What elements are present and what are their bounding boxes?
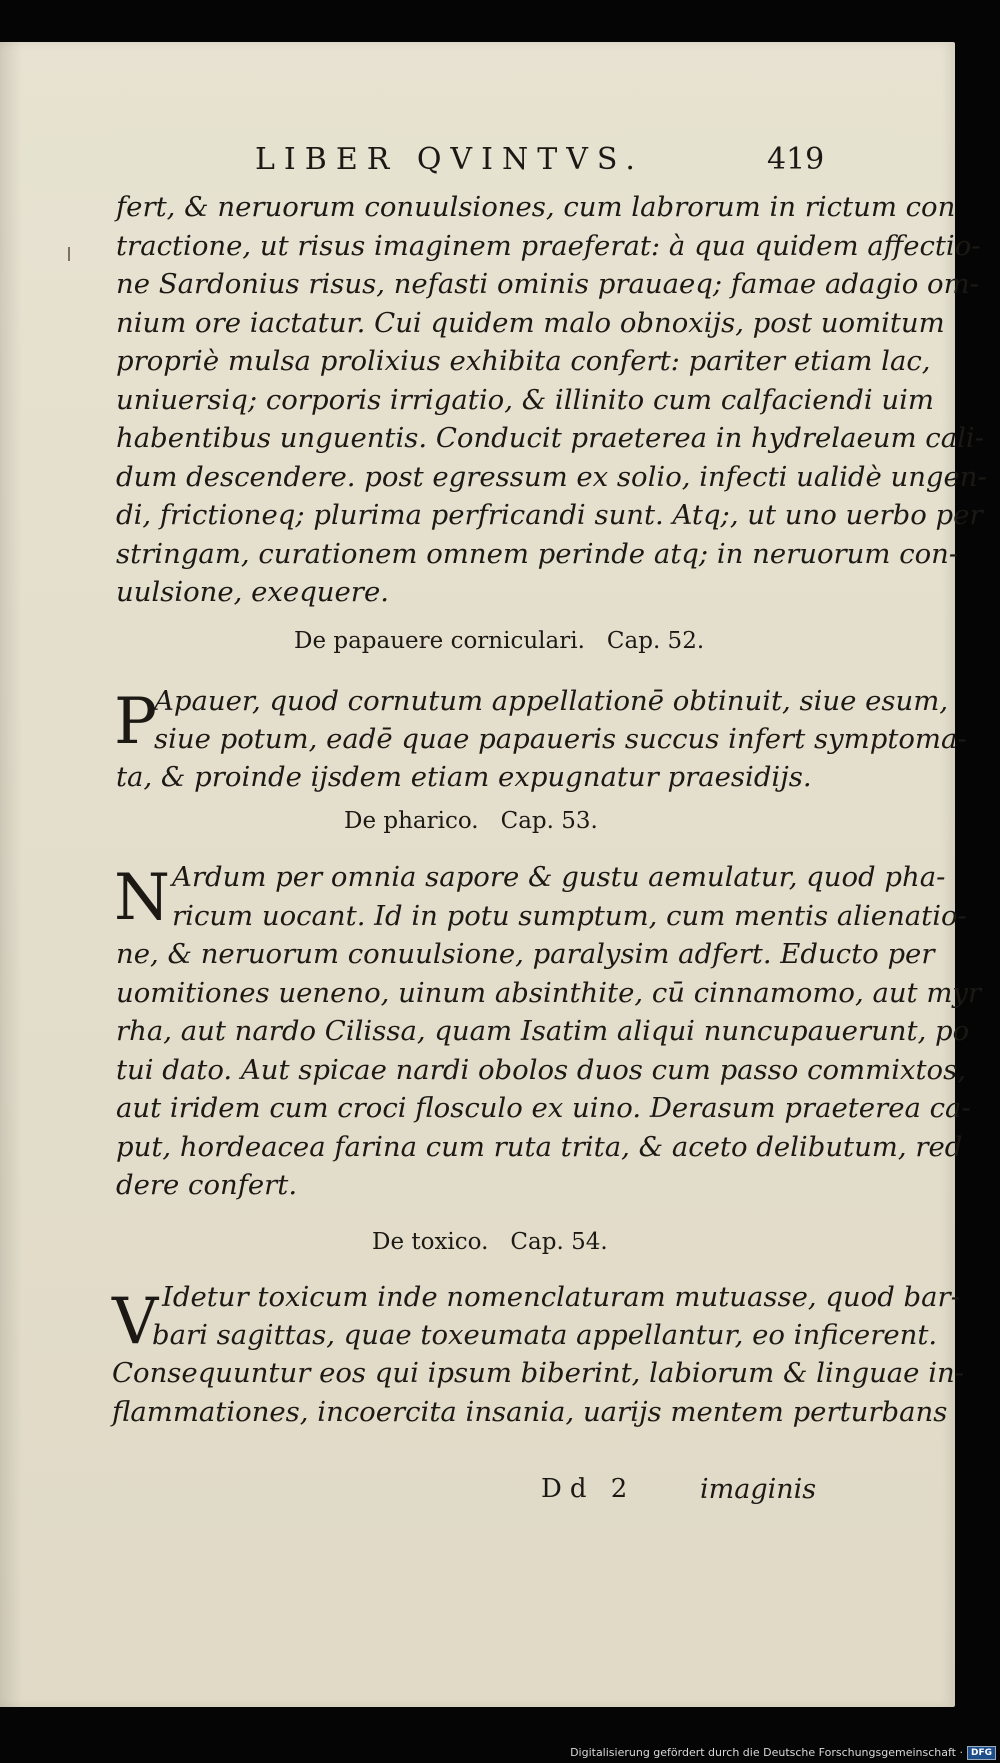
text-line: di, frictioneq; plurima perfricandi sunt. Atq;, ut uno uerbo per (116, 499, 983, 531)
chapter-heading (344, 808, 598, 834)
chapter-paragraph (154, 682, 948, 721)
chapter-number: Cap. 53. (500, 808, 598, 834)
digitization-footer (570, 1746, 996, 1760)
text-line: uniuersiq; corporis irrigatio, & illinito cum calfaciendi uim (116, 383, 934, 416)
text-line: ne, & neruorum conuulsione, paralysim adfert. Educto per (116, 938, 935, 970)
text-line: put, hordeacea farina cum ruta trita, & aceto delibutum, red (116, 1130, 963, 1163)
running-title: LIBER QVINTVS. (255, 142, 644, 177)
text-line: Ardum per omnia sapore & gustu aemulatur, quod pha- (172, 861, 946, 893)
text-line: ne Sardonius risus, nefasti ominis prauaeq; famae adagio om- (116, 268, 979, 300)
drop-initial: V (112, 1285, 159, 1359)
chapter-number: Cap. 54. (510, 1229, 608, 1255)
chapter-paragraph (152, 1316, 937, 1355)
chapter-paragraph (112, 1354, 964, 1431)
text-line: bari sagittas, quae toxeumata appellantur, eo inficerent. (152, 1319, 938, 1351)
text-line: rha, aut nardo Cilissa, quam Isatim aliqui nuncupauerunt, po (116, 1015, 970, 1047)
chapter-paragraph (116, 758, 812, 797)
catchword: imaginis (700, 1474, 817, 1505)
text-line: tractione, ut risus imaginem praeferat: à qua quidem affectio- (116, 229, 981, 262)
dfg-logo-badge: DFG (967, 1746, 996, 1760)
chapter-title: De pharico. (344, 808, 479, 834)
chapter-paragraph (162, 1278, 960, 1317)
text-line: propriè mulsa prolixius exhibita confert: pariter etiam lac, (116, 345, 931, 377)
text-line: Apauer, quod cornutum appellationē obtinuit, siue esum, (154, 685, 949, 717)
text-line: Consequuntur eos qui ipsum biberint, labiorum & linguae in- (112, 1357, 964, 1389)
text-line: nium ore iactatur. Cui quidem malo obnoxijs, post uomitum (116, 306, 945, 339)
text-line: tui dato. Aut spicae nardi obolos duos cum passo commixtos, (116, 1053, 966, 1086)
margin-mark (68, 247, 70, 261)
chapter-heading (372, 1229, 608, 1255)
text-line: uulsione, exequere. (116, 576, 389, 608)
chapter-title: De papauere corniculari. (294, 628, 585, 654)
drop-initial: P (114, 685, 158, 759)
chapter-heading (294, 628, 704, 654)
chapter-number: Cap. 52. (606, 628, 705, 654)
text-line: dere confert. (116, 1169, 298, 1201)
text-line: uomitiones ueneno, uinum absinthite, cū cinnamomo, aut myr (116, 976, 982, 1009)
drop-initial: N (114, 861, 170, 935)
text-line: fert, & neruorum conuulsiones, cum labrorum in rictum con (116, 191, 956, 223)
text-line: Idetur toxicum inde nomenclaturam mutuasse, quod bar- (162, 1281, 960, 1313)
chapter-paragraph (116, 935, 982, 1205)
text-line: dum descendere. post egressum ex solio, infecti ualidè ungen- (116, 460, 987, 493)
text-line: habentibus unguentis. Conducit praeterea in hydrelaeum cali- (116, 422, 984, 454)
chapter-title: De toxico. (372, 1229, 489, 1255)
text-line: ricum uocant. Id in potu sumptum, cum mentis alienatio- (172, 899, 967, 932)
text-line: siue potum, eadē quae papaueris succus infert symptoma- (154, 723, 967, 755)
text-line: flammationes, incoercita insania, uarijs mentem perturbans (112, 1395, 948, 1428)
footer-text: Digitalisierung gefördert durch die Deutsche Forschungsgemeinschaft · (570, 1746, 963, 1759)
folio-number: 419 (767, 142, 825, 177)
chapter-paragraph (154, 720, 967, 759)
text-line: stringam, curationem omnem perinde atq; in neruorum con- (116, 537, 959, 570)
text-line: ta, & proinde ijsdem etiam expugnatur praesidijs. (116, 761, 812, 793)
chapter-paragraph (172, 858, 967, 935)
page-content (0, 42, 987, 1707)
text-line: aut iridem cum croci flosculo ex uino. Derasum praeterea ca- (116, 1092, 971, 1124)
signature-mark: Dd 2 (541, 1474, 636, 1504)
book-page (0, 42, 987, 1707)
intro-paragraph (116, 188, 987, 612)
